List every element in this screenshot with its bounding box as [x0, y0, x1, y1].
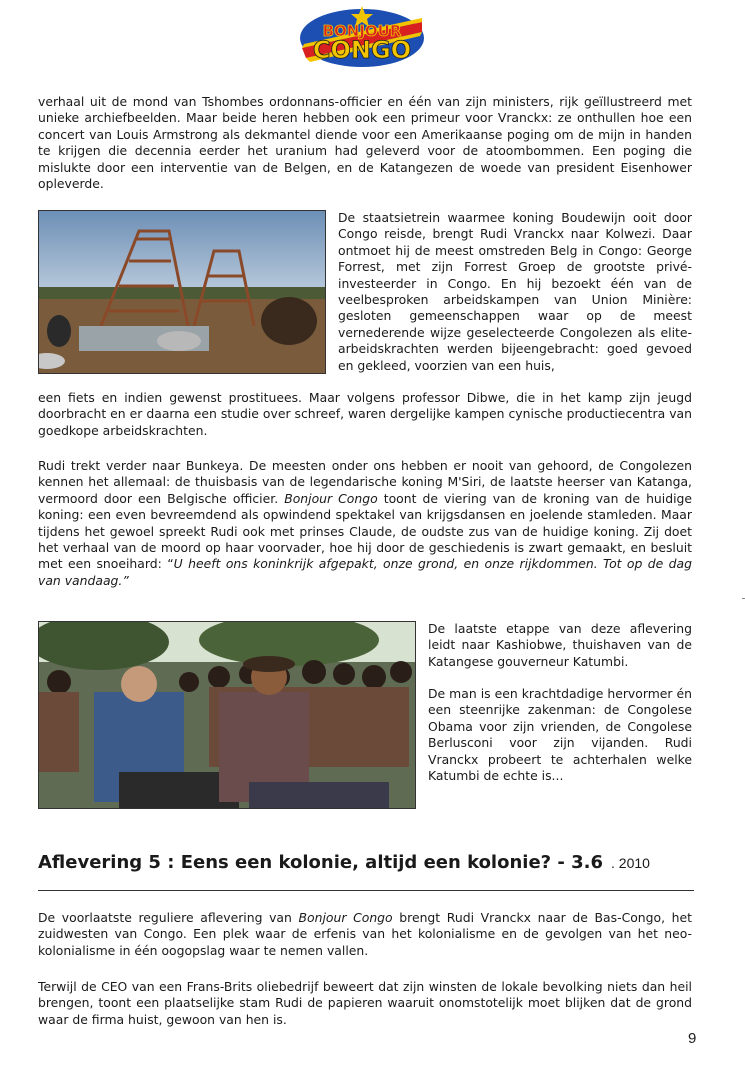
episode-heading: [38, 852, 692, 873]
kashiobwe-paragraph-a: De laatste etappe van deze aflevering leidt naar Kashiobwe, thuishaven van de Katangese gouverneur Katumbi.: [428, 621, 692, 669]
oil-company-paragraph: Terwijl de CEO van een Frans-Brits oliebedrijf beweert dat zijn winsten de lokale bevolking niets dan heil brengen, toont een plaatselijke stam Rudi de papieren waaruit onomstotelijk moet blijken dat de grond waar de firma huist, gewoon van hen is.: [38, 979, 692, 1027]
episode-title: Aflevering 5 : Eens een kolonie, altijd een kolonie? - 3.6: [38, 852, 603, 873]
bonjour-congo-logo: [298, 4, 426, 68]
page-number: 9: [688, 1030, 697, 1047]
interview-crowd-photo: [38, 621, 416, 809]
svg-text:BONJOUR: BONJOUR: [322, 22, 402, 40]
intro-paragraph: verhaal uit de mond van Tshombes ordonnans-officier en één van zijn ministers, rijk geïllustreerd met unieke archiefbeelden. Maar beide heren hebben ook een primeur voor Vranckx: ze onthullen hoe een concert van Louis Armstrong als dekmantel diende voor een Amerikaanse poging om de mijn in handen te krijgen die decennia eerder het uranium had geleverd voor de atoombommen. Een poging die mislukte door een interventie van de Belgen, en de Katangezen de woede van president Eisenhower opleverde.: [38, 94, 692, 192]
kolwezi-paragraph-wrap: De staatsietrein waarmee koning Boudewijn ooit door Congo reisde, brengt Rudi Vranckx naar Kolwezi. Daar ontmoet hij de meest omstreden Belg in Congo: George Forrest, met zijn Forrest Groep de grootste privé-investeerder in Congo. En hij bezoekt één van de veelbesproken arbeidskampen van Union Minière: gesloten gemeenschappen waar op de meest vernederende wijze geselecteerde Congolezen als elite-arbeidskrachten werden bijeengebracht: goed gevoed en gekleed, voorzien van een huis,: [338, 210, 692, 373]
bas-congo-paragraph: De voorlaatste reguliere aflevering van Bonjour Congo brengt Rudi Vranckx naar de Bas-Congo, het zuidwesten van Congo. Een plek waar de erfenis van het kolonialisme en de gevolgen van het neo-kolonialisme in één oogopslag waar te nemen vallen.: [38, 910, 693, 958]
show-title-italic: Bonjour Congo: [284, 490, 378, 506]
princess-quote: U heeft ons koninkrijk afgepakt, onze grond, en onze rijkdommen. Tot op de dag van vandaag.”: [38, 556, 693, 588]
episode-year: . 2010: [611, 855, 650, 871]
kashiobwe-paragraph-b: De man is een krachtdadige hervormer én een steenrijke zakenman: de Congolese Obama voor zijn vrienden, de Congolese Berlusconi voor zijn vijanden. Rudi Vranckx probeert te achterhalen welke Katumbi de echte is...: [428, 686, 692, 784]
bunkeya-paragraph: Rudi trekt verder naar Bunkeya. De meesten onder ons hebben er nooit van gehoord, de Congolezen kennen het allemaal: de thuisbasis van de legendarische koning M'Siri, de laatste heerser van Katanga, vermoord door een Belgische officier. Bonjour Congo toont de viering van de kroning van de huidige koning: een even bevreemdend als opwindend spektakel van krijgsdansen en joelende stamleden. Maar tijdens het gewoel spreekt Rudi ook met prinses Claude, de oudste zus van de huidige koning. Zij doet het verhaal van de moord op haar voorvader, hoe hij door de geschiedenis is zwart gemaakt, en besluit met een snoeihard: “U heeft ons koninkrijk afgepakt, onze grond, en onze rijkdommen. Tot op de dag van vandaag.”: [38, 458, 693, 588]
heading-rule: [38, 890, 694, 891]
show-title-italic-2: Bonjour Congo: [298, 910, 393, 925]
mining-camp-photo: [38, 210, 326, 374]
svg-text:CONGO: CONGO: [312, 36, 412, 64]
kolwezi-paragraph-continued: een fiets en indien gewenst prostituees. Maar volgens professor Dibwe, die in het kamp zijn jeugd doorbracht en er daarna een studie over schreef, waren dergelijke kampen cynische productiecentra van goedkope arbeidskrachten.: [38, 390, 692, 438]
